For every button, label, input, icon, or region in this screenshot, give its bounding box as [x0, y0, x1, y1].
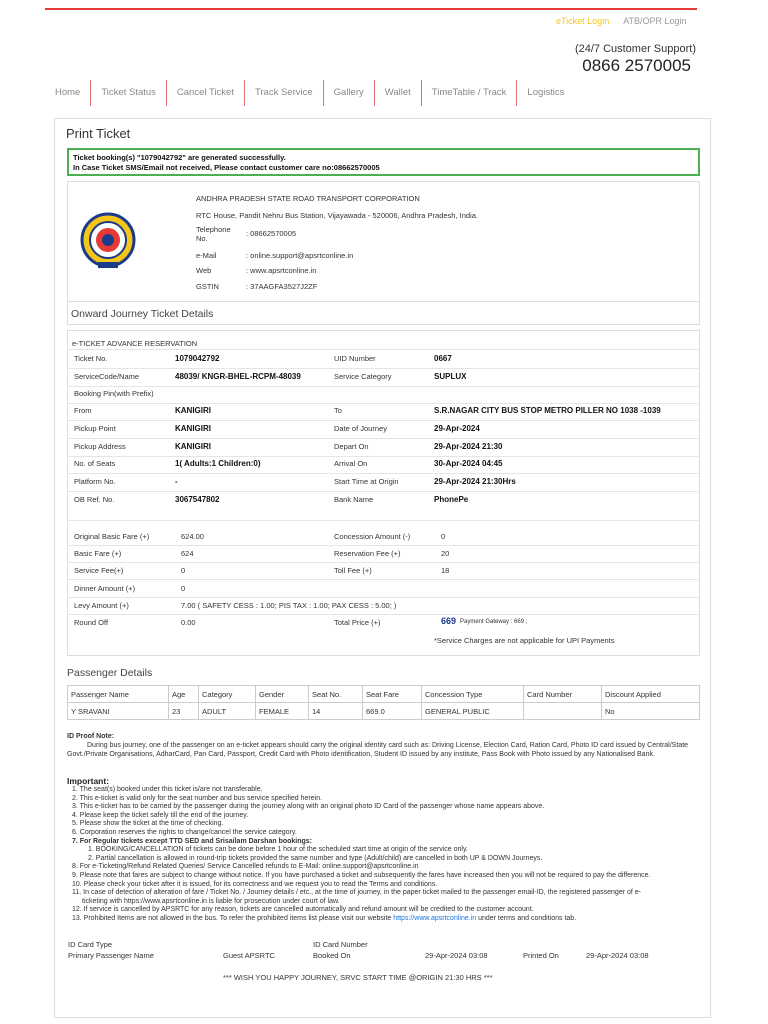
detail-value: KANIGIRI — [175, 424, 211, 433]
fare-label: Concession Amount (-) — [334, 532, 411, 541]
booked-on-value: 29-Apr-2024 03:08 — [425, 951, 488, 960]
success-line-1: Ticket booking(s) "1079042792" are generated successfully. — [73, 153, 286, 162]
round-off-label: Round Off — [74, 618, 109, 627]
important-item: 7. For Regular tickets except TTD SED and Srisailam Darshan bookings: — [72, 837, 313, 845]
detail-label: Pickup Address — [74, 442, 126, 451]
detail-label: Platform No. — [74, 477, 116, 486]
cell-seat-fare: 669.0 — [363, 703, 422, 720]
fare-label: Reservation Fee (+) — [334, 549, 401, 558]
atb-opr-login-link[interactable]: ATB/OPR Login — [623, 16, 687, 26]
divider — [67, 520, 700, 521]
printed-on-label: Printed On — [523, 951, 559, 960]
passenger-table — [67, 685, 700, 720]
id-card-type-label: ID Card Type — [68, 940, 113, 949]
col-concession-type: Concession Type — [422, 686, 524, 703]
important-item: ticketing with https://www.apsrtconline.in is liable for prosecution under court of law. — [82, 897, 340, 905]
cell-age: 23 — [169, 703, 199, 720]
fare-label: Dinner Amount (+) — [74, 584, 136, 593]
col-category: Category — [199, 686, 256, 703]
detail-label: From — [74, 406, 92, 415]
eticket-login-link[interactable]: eTicket Login — [556, 16, 610, 26]
important-item: 3. This e-ticket has to be carried by the passenger during the journey along with an original photo ID Card of the passenger whose name appears above. — [72, 803, 545, 811]
fare-label: Toll Fee (+) — [334, 566, 372, 575]
detail-value: - — [175, 477, 178, 486]
id-proof-title: ID Proof Note: — [67, 733, 115, 740]
col-discount-applied: Discount Applied — [602, 686, 700, 703]
important-item: 11. In case of detection of alteration of fare / Ticket No. / Journey details / etc., at the time of journey, in the paper ticket mailed to the passenger email-ID, the registered passenger of e- — [72, 889, 641, 897]
row-divider — [67, 579, 700, 580]
org-web-label: Web — [196, 266, 212, 275]
detail-label: Pickup Point — [74, 424, 116, 433]
row-divider — [67, 491, 700, 492]
nav-logistics[interactable]: Logistics — [516, 80, 574, 106]
detail-value: 29-Apr-2024 21:30 — [434, 442, 503, 451]
support-label: (24/7 Customer Support) — [574, 43, 696, 55]
row-divider — [67, 403, 700, 404]
col-seat-fare: Seat Fare — [363, 686, 422, 703]
detail-value: KANIGIRI — [175, 406, 211, 415]
fare-label: Original Basic Fare (+) — [74, 532, 150, 541]
cell-discount-applied: No — [602, 703, 700, 720]
org-name: ANDHRA PRADESH STATE ROAD TRANSPORT CORPORATION — [196, 194, 420, 203]
passenger-details-title: Passenger Details — [67, 667, 153, 679]
row-divider — [67, 562, 700, 563]
nav-timetable-track[interactable]: TimeTable / Track — [421, 80, 517, 106]
detail-value: 29-Apr-2024 21:30Hrs — [434, 477, 516, 486]
cell-gender: FEMALE — [256, 703, 309, 720]
success-message — [67, 148, 700, 176]
detail-label: OB Ref. No. — [74, 495, 115, 504]
org-email-label: e-Mail — [196, 251, 217, 260]
cell-category: ADULT — [199, 703, 256, 720]
col-age: Age — [169, 686, 199, 703]
detail-value: 0667 — [434, 354, 452, 363]
printed-on-value: 29-Apr-2024 03:08 — [586, 951, 649, 960]
cell-passenger-name: Y SRAVANI — [68, 703, 169, 720]
apsrtc-website-link[interactable]: https://www.apsrtconline.in — [393, 914, 477, 922]
important-item: 9. Please note that fares are subject to change without notice. If you have purchased a ticket and subsequently the fares have increased then you will not be required to pay the difference. — [72, 871, 651, 879]
cell-card-number — [524, 703, 602, 720]
row-divider — [67, 386, 700, 387]
important-item: 8. For e-Ticketing/Refund Related Queries/ Service Cancelled refunds to E-Mail: online.support@apsrtconline.in — [72, 863, 419, 871]
fare-label: Basic Fare (+) — [74, 549, 122, 558]
page-title: Print Ticket — [66, 126, 131, 141]
important-item: 10. Please check your ticket after it is issued, for its correctness and we request you to read the Terms and conditions. — [72, 880, 438, 888]
important-item: 4. Please keep the ticket safely till the end of the journey. — [72, 811, 249, 819]
fare-value: 624.00 — [181, 532, 204, 541]
item13-suffix: under terms and conditions tab. — [476, 914, 577, 922]
detail-value: PhonePe — [434, 495, 469, 504]
detail-value: 1079042792 — [175, 354, 220, 363]
id-card-number-label: ID Card Number — [313, 940, 368, 949]
item13-text: 13. Prohibited Items are not allowed in the bus. To refer the prohibited items list please visit our website — [72, 914, 394, 922]
org-telephone-label: Telephone No. — [196, 225, 231, 243]
fare-value: 0 — [181, 566, 186, 575]
detail-value: KANIGIRI — [175, 442, 211, 451]
important-item: 6. Corporation reserves the rights to change/cancel the service category. — [72, 828, 297, 836]
total-price-value: 669 — [441, 616, 457, 626]
important-subitem: 1. BOOKING/CANCELLATION of tickets can be done before 1 hour of the scheduled start time at origin of the service only. — [88, 846, 468, 854]
nav-cancel-ticket[interactable]: Cancel Ticket — [166, 80, 244, 106]
fare-value: 18 — [441, 566, 450, 575]
booked-on-label: Booked On — [313, 951, 351, 960]
detail-label: Bank Name — [334, 495, 374, 504]
reservation-type: e-TICKET ADVANCE RESERVATION — [72, 339, 198, 348]
primary-passenger-label: Primary Passenger Name — [68, 951, 154, 960]
id-proof-text: During bus journey, one of the passenger on an e-ticket appears should carry the original identity card such as: Driving License, Election Card, Ration Card, Photo ID card issued by Central/State Govt./Private Organisations, AdharCard, Pan Card, Passport, Credit Card with Photo identification, Student ID issued by any institute, Pass Book with Photo issued by any Nationalised Bank. — [67, 742, 689, 758]
detail-label: Depart On — [334, 442, 369, 451]
wish-message: *** WISH YOU HAPPY JOURNEY, SRVC START TIME @ORIGIN 21:30 HRS *** — [223, 973, 493, 982]
detail-label: No. of Seats — [74, 459, 116, 468]
primary-passenger-value: Guest APSRTC — [223, 951, 275, 960]
fare-label: Service Fee(+) — [74, 566, 124, 575]
important-item: 2. This e-ticket is valid only for the seat number and bus service specified herein. — [72, 794, 323, 802]
top-accent-bar — [45, 8, 697, 10]
detail-label: Start Time at Origin — [334, 477, 399, 486]
fare-value: 0 — [181, 584, 186, 593]
divider — [67, 349, 700, 350]
table-row — [68, 703, 700, 720]
col-gender: Gender — [256, 686, 309, 703]
payment-gateway: Payment Gateway : 669 ; — [460, 619, 528, 625]
row-divider — [67, 438, 700, 439]
top-links — [556, 16, 687, 26]
passenger-table-header — [68, 686, 700, 703]
org-gstin-value: : 37AAGFA3527J2ZF — [246, 282, 318, 291]
nav-ticket-status[interactable]: Ticket Status — [90, 80, 166, 106]
detail-label: Arrival On — [334, 459, 368, 468]
detail-value: 3067547802 — [175, 495, 220, 504]
onward-title: Onward Journey Ticket Details — [71, 308, 214, 320]
detail-value: 48039/ KNGR-BHEL-RCPM-48039 — [175, 372, 301, 381]
detail-label: To — [334, 406, 342, 415]
detail-label: Date of Journey — [334, 424, 387, 433]
cell-seat-no: 14 — [309, 703, 363, 720]
detail-label: ServiceCode/Name — [74, 372, 140, 381]
important-list — [72, 786, 712, 924]
important-item: 5. Please show the ticket at the time of checking. — [72, 820, 224, 828]
fare-value: 20 — [441, 549, 450, 558]
support-phone: 0866 2570005 — [582, 56, 691, 75]
detail-label: Booking Pin(with Prefix) — [74, 389, 154, 398]
nav-track-service[interactable]: Track Service — [244, 80, 323, 106]
org-telephone-value: : 08662570005 — [246, 229, 297, 238]
org-email-value: : online.support@apsrtconline.in — [246, 251, 354, 260]
nav-wallet[interactable]: Wallet — [374, 80, 421, 106]
apsrtc-logo — [80, 210, 136, 270]
important-item — [72, 915, 712, 924]
detail-label: UID Number — [334, 354, 376, 363]
nav-gallery[interactable]: Gallery — [323, 80, 374, 106]
col-seat-no: Seat No. — [309, 686, 363, 703]
detail-label: Ticket No. — [74, 354, 108, 363]
round-off-value: 0.00 — [181, 618, 196, 627]
org-web-value: : www.apsrtconline.in — [246, 266, 317, 275]
col-passenger-name: Passenger Name — [68, 686, 169, 703]
org-address: RTC House, Pandit Nehru Bus Station, Vijayawada - 520006, Andhra Pradesh, India. — [196, 211, 478, 220]
row-divider — [67, 420, 700, 421]
org-gstin-label: GSTIN — [196, 282, 219, 291]
detail-value: 1( Adults:1 Children:0) — [175, 459, 261, 468]
total-price-label: Total Price (+) — [334, 618, 381, 627]
row-divider — [67, 597, 700, 598]
detail-label: Service Category — [334, 372, 392, 381]
fare-value: 0 — [441, 532, 446, 541]
upi-note: *Service Charges are not applicable for UPI Payments — [434, 636, 615, 645]
important-item: 1. The seat(s) booked under this ticket is/are not transferable. — [72, 786, 263, 793]
detail-value: 30-Apr-2024 04:45 — [434, 459, 503, 468]
important-subitem: 2. Partial cancellation is allowed in round-trip tickets provided the same number and type (Adult/child) are cancelled in both UP & DOWN Journeys. — [88, 854, 543, 862]
row-divider — [67, 614, 700, 615]
row-divider — [67, 456, 700, 457]
detail-value: S.R.NAGAR CITY BUS STOP METRO PILLER NO 1038 -1039 — [434, 406, 661, 415]
detail-value: 29-Apr-2024 — [434, 424, 480, 433]
important-item: 12. If service is cancelled by APSRTC for any reason, tickets are cancelled automatically and refund amount will be credited to the customer account. — [72, 906, 534, 914]
nav-home[interactable]: Home — [55, 87, 81, 98]
fare-label: Levy Amount (+) — [74, 601, 129, 610]
detail-value: SUPLUX — [434, 372, 467, 381]
row-divider — [67, 473, 700, 474]
success-line-2: In Case Ticket SMS/Email not received, Please contact customer care no:08662570005 — [73, 163, 380, 172]
fare-value: 7.00 ( SAFETY CESS : 1.00; PIS TAX : 1.00; PAX CESS : 5.00; ) — [181, 601, 397, 610]
important-title: Important: — [67, 776, 110, 786]
cell-concession-type: GENERAL PUBLIC — [422, 703, 524, 720]
row-divider — [67, 545, 700, 546]
col-card-number: Card Number — [524, 686, 602, 703]
fare-value: 624 — [181, 549, 194, 558]
main-nav — [45, 80, 574, 106]
row-divider — [67, 368, 700, 369]
